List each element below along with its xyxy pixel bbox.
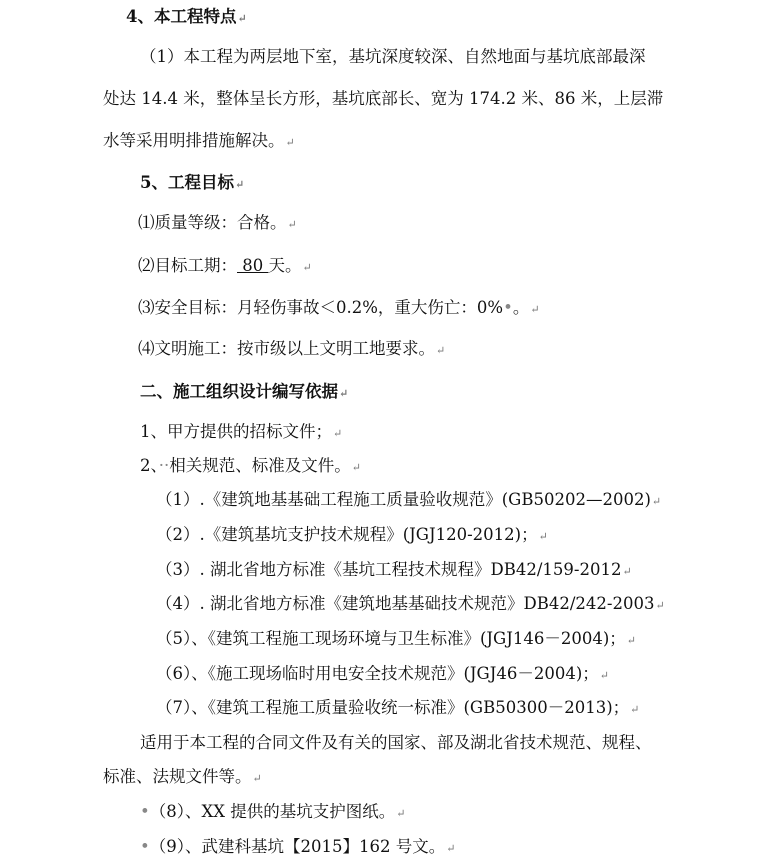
standard-text: （3）. 湖北省地方标准《基坑工程技术规程》DB42/159-2012: [156, 560, 622, 579]
basis-item-2: [140, 455, 361, 479]
paragraph-mark: ↵: [626, 634, 636, 647]
standard-text: （9）、武建科基坑【2015】162 号文。: [149, 837, 446, 856]
applicable-line-1: [140, 732, 652, 754]
goal-quality: [138, 212, 297, 236]
standard-text: （5）、《建筑工程施工现场环境与卫生标准》(JGJ146－2004)；: [156, 629, 626, 648]
standard-item-8: [140, 801, 405, 825]
paragraph-line: [103, 130, 295, 154]
paragraph-text: 水等采用明排措施解决。: [103, 131, 285, 150]
paragraph-mark: ↵: [302, 261, 312, 274]
paragraph-mark: ↵: [530, 303, 540, 316]
paragraph-mark: ↵: [333, 427, 343, 440]
goal-text: ⑷文明施工：按市级以上文明工地要求。: [138, 339, 435, 358]
paragraph-text: 处达 14.4 米，整体呈长方形，基坑底部长、宽为 174.2 米、86 米，上层滞: [103, 89, 664, 108]
paragraph-text: （1）本工程为两层地下室，基坑深度较深、自然地面与基坑底部最深: [140, 47, 646, 66]
paragraph-mark: ↵: [396, 807, 406, 820]
paragraph-line: [103, 88, 663, 110]
standard-text: （8）、XX 提供的基坑支护图纸。: [149, 802, 396, 821]
goal-text: ⑵目标工期：: [138, 256, 237, 275]
standard-item-1: [156, 489, 661, 513]
paragraph-text: 标准、法规文件等。: [103, 767, 252, 786]
basis-text: 2、: [140, 456, 159, 475]
heading-text: 4、本工程特点: [126, 7, 237, 26]
paragraph-mark: ↵: [287, 218, 297, 231]
goal-civilized: [138, 338, 445, 362]
standard-text: （1）.《建筑地基基础工程施工质量验收规范》(GB50202—2002): [156, 490, 651, 509]
standard-item-6: [156, 663, 609, 687]
standard-text: （6）、《施工现场临时用电安全技术规范》(JGJ46－2004)；: [156, 664, 599, 683]
heading-text: 二、施工组织设计编写依据: [140, 382, 338, 401]
goal-text: 天。: [268, 256, 302, 275]
paragraph-line: [140, 46, 646, 68]
paragraph-mark: ↵: [252, 772, 262, 785]
heading-project-features: [126, 6, 247, 30]
list-bullet: •: [140, 837, 150, 856]
basis-text: 1、甲方提供的招标文件；: [140, 422, 332, 441]
applicable-line-2: [103, 766, 262, 790]
standard-item-2: [156, 524, 548, 548]
standard-item-5: [156, 628, 636, 652]
goal-safety: [138, 297, 540, 321]
goal-text: 。: [512, 298, 530, 317]
paragraph-mark: ↵: [351, 461, 361, 474]
list-bullet: •: [140, 802, 150, 821]
hidden-dots: ··: [158, 456, 170, 475]
paragraph-mark: ↵: [436, 344, 446, 357]
paragraph-mark: ↵: [651, 495, 662, 508]
paragraph-mark: ↵: [285, 136, 295, 149]
hidden-bullet: •: [503, 298, 513, 317]
goal-text: ⑴质量等级：合格。: [138, 213, 287, 232]
paragraph-mark: ↵: [538, 530, 548, 543]
standard-item-3: [156, 559, 632, 583]
paragraph-mark: ↵: [339, 387, 349, 400]
basis-text: 相关规范、标准及文件。: [169, 456, 351, 475]
standard-text: （2）.《建筑基坑支护技术规程》(JGJ120-2012)；: [156, 525, 538, 544]
heading-text: 5、工程目标: [140, 173, 234, 192]
heading-basis: [140, 381, 348, 405]
standard-text: （4）. 湖北省地方标准《建筑地基基础技术规范》DB42/242-2003: [156, 594, 655, 613]
paragraph-mark: ↵: [655, 599, 665, 612]
heading-project-goals: [140, 172, 244, 196]
duration-value: 80: [237, 256, 269, 275]
standard-item-4: [156, 593, 665, 617]
paragraph-mark: ↵: [599, 669, 609, 682]
paragraph-mark: ↵: [630, 703, 640, 716]
paragraph-mark: ↵: [446, 842, 456, 855]
standard-text: （7）、《建筑工程施工质量验收统一标准》(GB50300－2013)；: [156, 698, 630, 717]
standard-item-7: [156, 697, 639, 721]
standard-item-9: [140, 836, 455, 860]
basis-item-1: [140, 421, 342, 445]
goal-text: ⑶安全目标：月轻伤事故＜0.2%，重大伤亡：0%: [138, 298, 504, 317]
goal-duration: [138, 255, 312, 279]
paragraph-mark: ↵: [622, 565, 632, 578]
paragraph-mark: ↵: [234, 178, 245, 191]
paragraph-text: 适用于本工程的合同文件及有关的国家、部及湖北省技术规范、规程、: [140, 733, 652, 752]
paragraph-mark: ↵: [237, 12, 247, 25]
